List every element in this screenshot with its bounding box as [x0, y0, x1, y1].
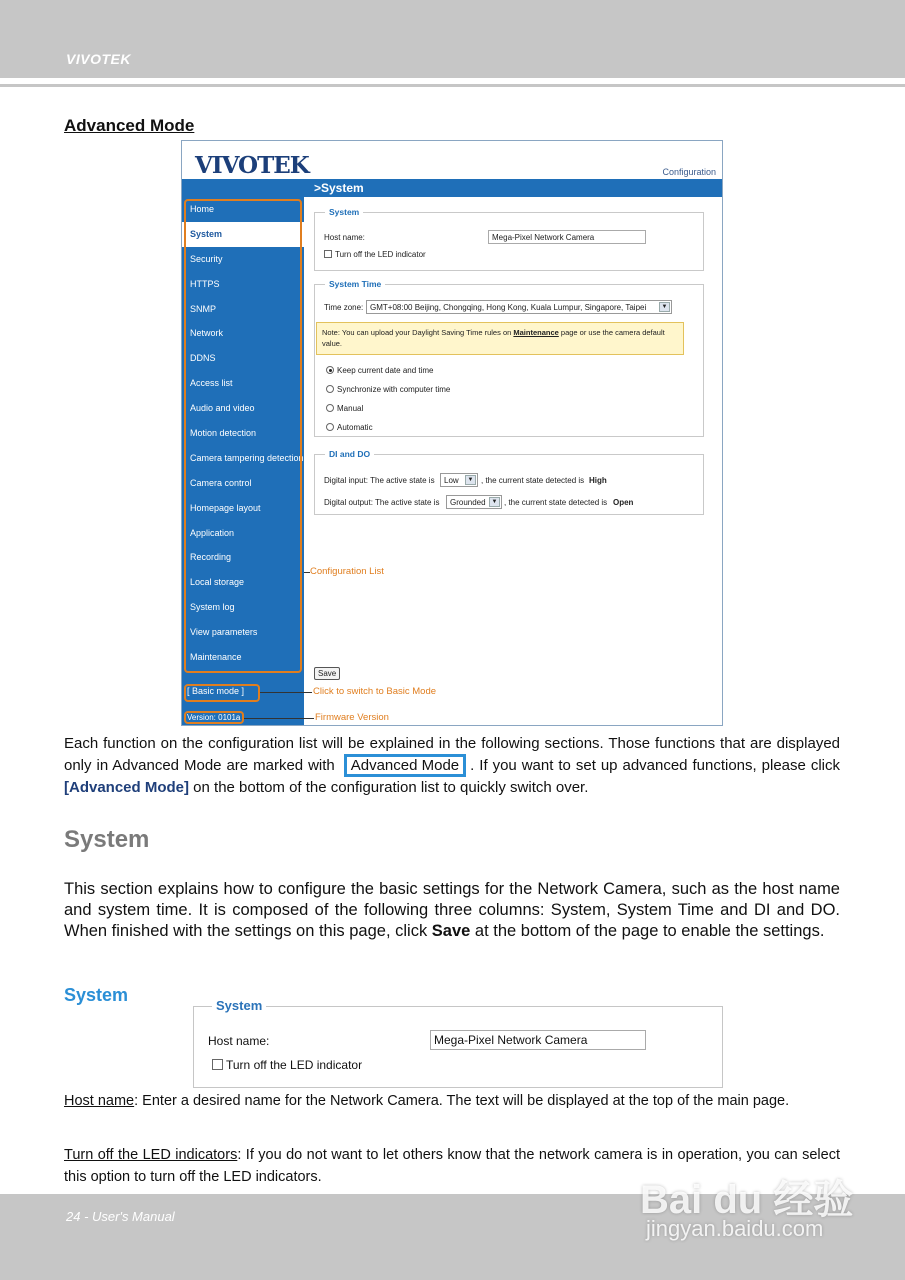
config-content [304, 197, 722, 725]
sidebar-item[interactable]: Homepage layout [190, 502, 261, 513]
led-label-large: Turn off the LED indicator [226, 1058, 363, 1072]
para4-text: : If you do not want to let others know that the network camera is in operation, you can select this option to turn off the LED indicators. [64, 1147, 841, 1185]
para1-text-2: . If you want to set up advanced functions, please click [470, 757, 840, 774]
led-term: Turn off the LED indicators [64, 1147, 238, 1163]
sidebar-item[interactable]: Audio and video [190, 403, 255, 414]
sidebar-item[interactable]: Camera control [190, 477, 252, 488]
radio-label: Manual [337, 404, 364, 413]
host-name-label-large: Host name: [208, 1034, 270, 1048]
dst-note [316, 322, 684, 355]
save-button[interactable]: Save [314, 667, 340, 680]
radio-button[interactable] [326, 366, 334, 374]
sidebar-item[interactable]: View parameters [190, 627, 258, 638]
brand-label: VIVOTEK [66, 51, 131, 67]
timezone-value: GMT+08:00 Beijing, Chongqing, Hong Kong, Kuala Lumpur, Singapore, Taipei [370, 303, 647, 312]
radio-button[interactable] [326, 385, 334, 393]
system-subheading: System [64, 985, 129, 1005]
watermark-logo: Bai du 经验 [640, 1178, 854, 1222]
di-state-text: , the current state detected is [481, 476, 585, 485]
paragraph-system-intro [64, 879, 840, 942]
callout-line [244, 718, 314, 719]
config-screenshot [181, 140, 723, 726]
para1-text-3: on the bottom of the configuration list to quickly switch over. [189, 779, 589, 796]
led-checkbox[interactable] [324, 250, 332, 258]
led-option[interactable] [324, 250, 426, 259]
callout-line [260, 692, 312, 693]
do-label: Digital output: The active state is [324, 498, 440, 507]
timezone-select[interactable] [366, 300, 672, 314]
page-title-bar: >System [182, 179, 722, 197]
paragraph-host-name [64, 1091, 840, 1113]
di-select[interactable] [440, 473, 478, 487]
host-name-input[interactable]: Mega-Pixel Network Camera [488, 230, 646, 244]
callout-basic-mode: Click to switch to Basic Mode [313, 686, 437, 697]
footer-page-label: 24 - User's Manual [66, 1209, 175, 1224]
sidebar-item[interactable]: System [182, 222, 304, 247]
radio-button[interactable] [326, 423, 334, 431]
chevron-down-icon: ▼ [489, 497, 500, 507]
config-sidebar [182, 197, 304, 725]
radio-automatic[interactable] [326, 423, 373, 432]
host-name-input-large[interactable]: Mega-Pixel Network Camera [430, 1030, 646, 1050]
config-list-highlight [184, 199, 302, 673]
sidebar-item[interactable]: Motion detection [190, 428, 257, 439]
note-suffix: page or use the camera default value. [322, 328, 665, 348]
chevron-down-icon: ▼ [465, 475, 476, 485]
host-name-label: Host name: [324, 233, 365, 242]
host-name-term: Host name [64, 1093, 135, 1109]
note-prefix: Note: You can upload your Daylight Saving Time rules on [322, 328, 514, 337]
sidebar-item[interactable]: Camera tampering detection [190, 452, 304, 463]
led-label: Turn off the LED indicator [335, 250, 426, 259]
di-label: Digital input: The active state is [324, 476, 435, 485]
radio-button[interactable] [326, 404, 334, 412]
system-legend: System [329, 207, 360, 217]
system-heading: System [64, 826, 150, 853]
led-checkbox-large[interactable] [212, 1059, 223, 1070]
logo-text: VIVOTEK [195, 152, 309, 179]
system-time-legend: System Time [329, 279, 382, 289]
para2-text: This section explains how to configure the basic settings for the Network Camera, such as the host name and system time. It is composed of the following three columns: System, System Time and DI and DO. When finished with the settings on this page, click [64, 880, 840, 940]
sidebar-item[interactable]: Application [190, 527, 235, 538]
chevron-down-icon: ▼ [659, 302, 670, 312]
sidebar-item[interactable]: DDNS [190, 353, 216, 364]
paragraph-config-list [64, 733, 840, 798]
version-highlight [184, 711, 244, 724]
radio-keep[interactable] [326, 366, 434, 375]
timezone-label: Time zone: [324, 303, 364, 312]
do-state-text: , the current state detected is [504, 498, 608, 507]
para1-text: Each function on the configuration list will be explained in the following sections. Those functions that are displayed only in Advanced Mode are marked with [64, 735, 840, 774]
sidebar-item[interactable]: SNMP [190, 303, 217, 314]
sidebar-item[interactable]: Network [190, 328, 224, 339]
sidebar-item[interactable]: Local storage [190, 577, 245, 588]
sidebar-item[interactable]: Access list [190, 378, 233, 389]
do-select[interactable] [446, 495, 502, 509]
radio-manual[interactable] [326, 404, 363, 413]
radio-label: Keep current date and time [337, 366, 434, 375]
sidebar-item[interactable]: System log [190, 602, 235, 613]
maintenance-link[interactable]: Maintenance [513, 328, 559, 337]
do-value: Grounded [450, 498, 486, 507]
page-header [0, 0, 905, 78]
configuration-link[interactable]: Configuration [662, 167, 716, 177]
di-state: High [589, 476, 607, 485]
callout-firmware: Firmware Version [315, 712, 389, 723]
para3-text: : Enter a desired name for the Network Camera. The text will be displayed at the top of the main page. [134, 1093, 790, 1109]
sidebar-item[interactable]: Recording [190, 552, 232, 563]
sidebar-item[interactable]: Maintenance [190, 652, 242, 663]
radio-sync[interactable] [326, 385, 450, 394]
sidebar-item[interactable]: HTTPS [190, 278, 220, 289]
para2-text-2: at the bottom of the page to enable the settings. [470, 922, 825, 940]
firmware-version: Version: 0101a [187, 713, 241, 722]
basic-mode-link[interactable]: [ Basic mode ] [187, 686, 245, 696]
system-settings-box [193, 998, 723, 1088]
basic-mode-highlight [184, 684, 260, 702]
radio-label: Automatic [337, 423, 373, 432]
do-state: Open [613, 498, 634, 507]
save-term: Save [431, 922, 471, 940]
sidebar-item[interactable]: Home [190, 204, 215, 214]
advanced-mode-badge: Advanced Mode [344, 754, 466, 777]
sidebar-item[interactable]: Security [190, 253, 223, 264]
watermark-url: jingyan.baidu.com [646, 1216, 824, 1241]
system-box-legend: System [212, 998, 266, 1013]
advanced-mode-heading: Advanced Mode [64, 116, 195, 135]
vivotek-logo [195, 152, 309, 179]
radio-label: Synchronize with computer time [337, 385, 451, 394]
callout-config-list: Configuration List [310, 566, 384, 577]
di-value: Low [444, 476, 459, 485]
dido-legend: DI and DO [329, 449, 371, 459]
led-option-large[interactable] [212, 1058, 362, 1072]
advanced-mode-link[interactable]: [Advanced Mode] [64, 779, 190, 796]
header-divider [0, 84, 905, 87]
